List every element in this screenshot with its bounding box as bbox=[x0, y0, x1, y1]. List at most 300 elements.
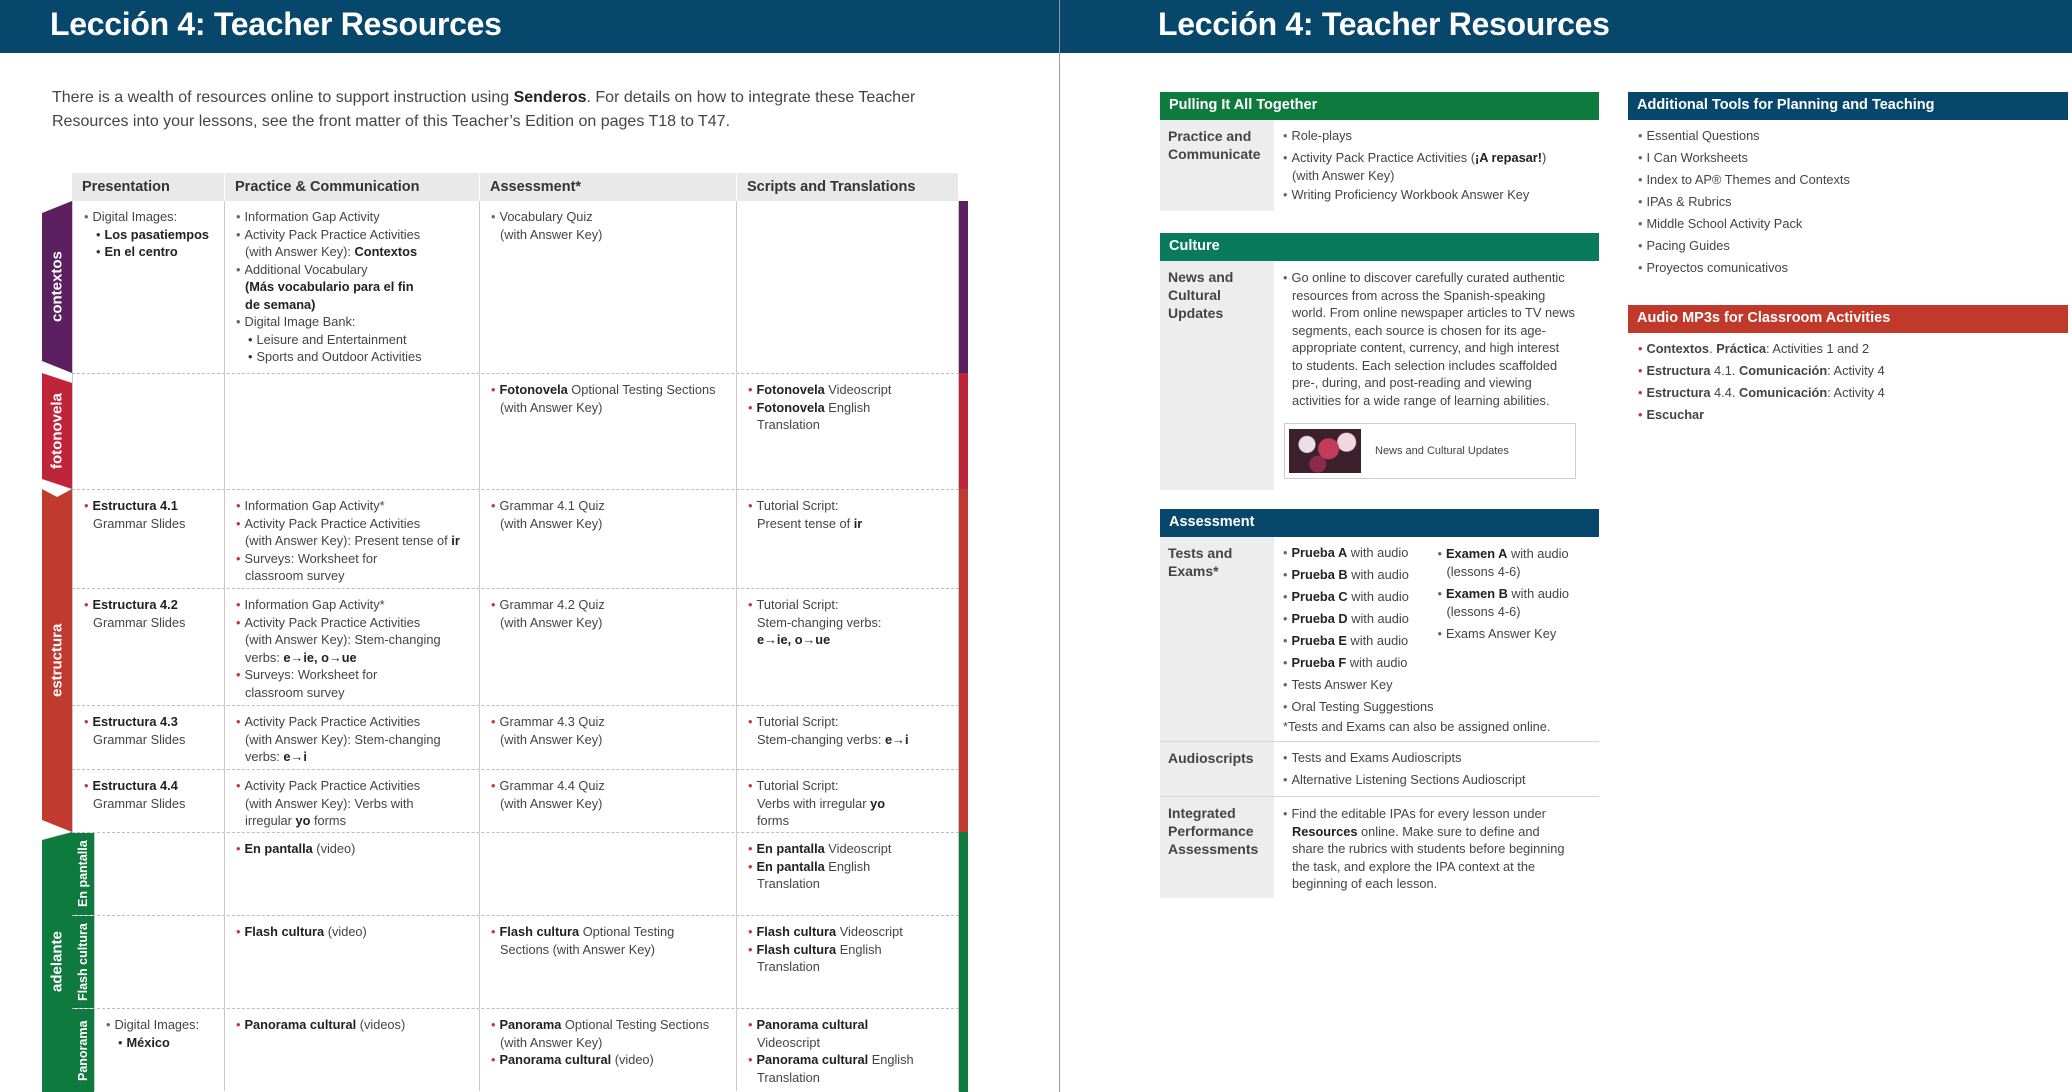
col-header-presentation: Presentation bbox=[72, 173, 225, 201]
fc-testing-key: Sections (with Answer Key) bbox=[500, 941, 656, 957]
e42-practice-4-text: verbs: bbox=[245, 649, 284, 665]
e43-script-2-bold: e→i bbox=[885, 731, 909, 747]
e41-practice-2: • Activity Pack Practice Activities bbox=[235, 515, 471, 533]
e41-script-2 bbox=[747, 515, 950, 533]
tools-item-4: • IPAs & Rubrics bbox=[1637, 191, 2059, 213]
audio-item-2-b2: Comunicación bbox=[1738, 363, 1828, 378]
tab-adelante[interactable] bbox=[42, 832, 72, 1092]
ep-english bbox=[747, 858, 950, 876]
fc-videoscript bbox=[747, 923, 950, 941]
pan-videos-text: (videos) bbox=[356, 1017, 406, 1032]
fc-videoscript-text: Videoscript bbox=[836, 924, 903, 939]
e41-script-2-text: Present tense of bbox=[757, 515, 854, 531]
tools-item-7: • Proyectos comunicativos bbox=[1637, 257, 2059, 279]
news-updates-thumbnail[interactable] bbox=[1284, 423, 1576, 479]
cell-pan-scripts bbox=[737, 1009, 959, 1091]
ipa-line-5: beginning of each lesson. bbox=[1292, 876, 1438, 891]
culture-line-4: segments, each source is chosen for its age- bbox=[1292, 322, 1546, 338]
contextos-practice-3: • Additional Vocabulary bbox=[235, 261, 471, 279]
tools-item-3: • Index to AP® Themes and Contexts bbox=[1637, 169, 2059, 191]
cell-fotonovela-scripts bbox=[737, 374, 959, 489]
e44-quiz: • Grammar 4.4 Quiz bbox=[490, 777, 728, 795]
ipa-label-2: Performance bbox=[1168, 823, 1254, 839]
e42-script-3-bold: e→ie, o→ue bbox=[757, 632, 831, 647]
cell-fc-scripts bbox=[737, 916, 959, 1008]
tab-contextos[interactable] bbox=[42, 201, 72, 373]
pulling-item-2-bold: ¡A repasar! bbox=[1474, 150, 1543, 165]
contextos-quiz: • Vocabulary Quiz bbox=[490, 208, 728, 226]
cell-pan-presentation bbox=[94, 1009, 225, 1091]
audio-mp3-heading: Audio MP3s for Classroom Activities bbox=[1628, 305, 2068, 333]
e43-title-bold: Estructura 4.3 bbox=[92, 714, 178, 729]
cell-ep-practice bbox=[225, 833, 480, 915]
cell-ep-presentation bbox=[94, 833, 225, 915]
pulling-row bbox=[1160, 120, 1599, 212]
tab-fotonovela[interactable] bbox=[42, 373, 72, 489]
audio-item-3-m: 4.4. bbox=[1710, 385, 1739, 400]
cell-fc-assessment bbox=[480, 916, 737, 1008]
row-en-pantalla bbox=[72, 832, 959, 915]
audio-item-2-b1: Estructura bbox=[1646, 363, 1711, 378]
prueba-e-bold: Prueba E bbox=[1291, 633, 1347, 648]
bar-contextos bbox=[959, 201, 968, 373]
examen-b-bold: Examen B bbox=[1445, 586, 1508, 601]
e43-title bbox=[83, 713, 216, 731]
subtab-flash-cultura-label: Flash cultura bbox=[76, 923, 90, 1001]
contextos-bank-1: • Leisure and Entertainment bbox=[235, 331, 471, 349]
pulling-label-2: Communicate bbox=[1168, 146, 1261, 162]
col-header-practice: Practice & Communication bbox=[225, 173, 480, 201]
tab-contextos-label: contextos bbox=[48, 251, 66, 323]
cell-fc-presentation bbox=[94, 916, 225, 1008]
fotonovela-english-bold: Fotonovela bbox=[756, 399, 825, 415]
prueba-c-bold: Prueba C bbox=[1291, 589, 1348, 604]
tools-box bbox=[1628, 92, 2068, 285]
prueba-a-text: with audio bbox=[1347, 545, 1409, 560]
fc-testing-text: Optional Testing bbox=[579, 924, 675, 939]
cell-ep-assessment bbox=[480, 833, 737, 915]
cell-pan-assessment bbox=[480, 1009, 737, 1091]
culture-content bbox=[1274, 261, 1599, 490]
e41-quiz-key: (with Answer Key) bbox=[500, 515, 603, 531]
prueba-c bbox=[1282, 586, 1437, 608]
examen-b-text: with audio bbox=[1507, 586, 1570, 601]
cell-contextos-assessment bbox=[480, 201, 737, 373]
e42-title-bold: Estructura 4.2 bbox=[92, 597, 178, 612]
right-page-title: Lección 4: Teacher Resources bbox=[1158, 6, 1610, 42]
fotonovela-testing-text: Optional Testing Sections bbox=[567, 382, 716, 397]
e42-practice-1: • Information Gap Activity* bbox=[235, 596, 471, 614]
tests-content bbox=[1274, 537, 1599, 741]
contextos-practice-4: • Digital Image Bank: bbox=[235, 313, 471, 331]
pan-translation: Translation bbox=[757, 1069, 820, 1085]
fotonovela-translation: Translation bbox=[757, 417, 820, 432]
fc-video-bold: Flash cultura bbox=[244, 924, 325, 939]
contextos-image-2 bbox=[83, 243, 216, 261]
e42-script-2: Stem-changing verbs: bbox=[757, 614, 882, 630]
ipa-content bbox=[1274, 797, 1599, 898]
row-estructura-4-2 bbox=[72, 588, 959, 705]
audio-item-4-b: Escuchar bbox=[1646, 407, 1705, 422]
oral-testing: • Oral Testing Suggestions bbox=[1282, 696, 1437, 718]
e44-practice-2: (with Answer Key): Verbs with bbox=[245, 795, 414, 811]
e44-practice-3-text: irregular bbox=[245, 813, 296, 828]
e43-practice-3-text: verbs: bbox=[245, 749, 284, 764]
fc-video-text: (video) bbox=[324, 924, 367, 939]
cell-fc-practice bbox=[225, 916, 480, 1008]
audio-item-1 bbox=[1637, 338, 2059, 360]
audioscripts-content bbox=[1274, 742, 1599, 796]
cell-e43-presentation bbox=[72, 706, 225, 769]
e42-practice-5: • Surveys: Worksheet for bbox=[235, 666, 471, 684]
pan-english-bold: Panorama cultural bbox=[756, 1052, 869, 1067]
prueba-b-text: with audio bbox=[1347, 567, 1409, 582]
right-page bbox=[1060, 0, 2072, 1092]
culture-line-3: world. From online newspaper articles to TV news bbox=[1292, 305, 1575, 320]
e43-practice-3 bbox=[235, 748, 471, 766]
e41-title-bold: Estructura 4.1 bbox=[92, 498, 178, 513]
cell-e42-practice bbox=[225, 589, 480, 705]
tools-item-6: • Pacing Guides bbox=[1637, 235, 2059, 257]
culture-label-1: News and bbox=[1168, 269, 1234, 285]
cell-e43-practice bbox=[225, 706, 480, 769]
bar-estructura bbox=[959, 489, 968, 832]
fotonovela-english bbox=[747, 399, 950, 417]
audioscript-2: • Alternative Listening Sections Audioscript bbox=[1282, 769, 1591, 791]
examen-b bbox=[1437, 585, 1592, 603]
contextos-practice-2b-bold: Contextos bbox=[354, 244, 418, 259]
ep-video bbox=[235, 840, 471, 858]
ipa-line-2-bold: Resources bbox=[1292, 823, 1358, 839]
bar-adelante bbox=[959, 832, 968, 1092]
e43-practice-2: (with Answer Key): Stem-changing bbox=[245, 731, 441, 747]
prueba-b bbox=[1282, 564, 1437, 586]
intro-brand: Senderos bbox=[513, 89, 587, 106]
pan-videoscript-2: Videoscript bbox=[757, 1034, 821, 1050]
e43-script-2-text: Stem-changing verbs: bbox=[757, 731, 886, 747]
e41-practice-5: classroom survey bbox=[245, 568, 345, 583]
audio-item-3-t: : Activity 4 bbox=[1827, 385, 1885, 400]
e44-title-bold: Estructura 4.4 bbox=[92, 778, 178, 793]
ipa-line-4: the task, and explore the IPA context at the bbox=[1292, 858, 1536, 874]
e42-title bbox=[83, 596, 216, 614]
cell-e44-scripts bbox=[737, 770, 959, 832]
exams-answer-key: • Exams Answer Key bbox=[1437, 623, 1592, 645]
tools-item-2: • I Can Worksheets bbox=[1637, 147, 2059, 169]
fc-english-bold: Flash cultura bbox=[756, 941, 837, 957]
tests-note: *Tests and Exams can also be assigned online. bbox=[1283, 719, 1551, 734]
pan-testing bbox=[490, 1016, 728, 1034]
cell-e41-assessment bbox=[480, 490, 737, 588]
audio-item-2-m: 4.1. bbox=[1710, 363, 1739, 378]
examen-b-lessons: (lessons 4-6) bbox=[1446, 603, 1521, 619]
fotonovela-testing-key: (with Answer Key) bbox=[500, 399, 603, 415]
assessment-heading: Assessment bbox=[1160, 509, 1599, 537]
tools-item-1: • Essential Questions bbox=[1637, 125, 2059, 147]
pan-video bbox=[490, 1051, 728, 1069]
pulling-item-1: • Role-plays bbox=[1282, 125, 1591, 147]
e44-practice-3-bold: yo bbox=[295, 813, 311, 828]
subtab-en-pantalla-label: En pantalla bbox=[76, 840, 90, 908]
pulling-item-2 bbox=[1282, 149, 1591, 167]
tab-fotonovela-label: fotonovela bbox=[48, 393, 66, 469]
culture-line-2: resources from across the Spanish-speaking bbox=[1292, 287, 1546, 303]
prueba-f-bold: Prueba F bbox=[1291, 655, 1347, 670]
culture-heading: Culture bbox=[1160, 233, 1599, 261]
contextos-image-1 bbox=[83, 226, 216, 244]
contextos-practice-3c-bold: de semana) bbox=[245, 296, 316, 312]
e42-practice-4-bold: e→ie, o→ue bbox=[283, 649, 357, 665]
e44-script-2 bbox=[747, 795, 950, 813]
culture-line-5: appropriate content, currency, and high interest bbox=[1292, 340, 1560, 355]
cell-e43-scripts bbox=[737, 706, 959, 769]
prueba-f bbox=[1282, 652, 1437, 674]
e41-practice-3-text: (with Answer Key): Present tense of bbox=[245, 533, 452, 548]
ep-video-bold: En pantalla bbox=[244, 841, 313, 856]
cell-ep-scripts bbox=[737, 833, 959, 915]
tests-label-2: Exams* bbox=[1168, 563, 1219, 579]
cell-contextos-practice bbox=[225, 201, 480, 373]
row-fotonovela bbox=[72, 373, 959, 489]
assessment-box bbox=[1160, 509, 1599, 899]
contextos-practice-3c bbox=[235, 296, 471, 314]
fc-translation: Translation bbox=[757, 959, 820, 974]
audio-item-3-b2: Comunicación bbox=[1738, 385, 1828, 400]
culture-label bbox=[1160, 261, 1274, 490]
e44-practice-3 bbox=[235, 812, 471, 830]
contextos-bank-2: • Sports and Outdoor Activities bbox=[235, 348, 471, 366]
contextos-practice-2b bbox=[235, 243, 471, 261]
prueba-d-bold: Prueba D bbox=[1291, 611, 1348, 626]
e41-script-1: • Tutorial Script: bbox=[747, 497, 950, 515]
ep-english-bold: En pantalla bbox=[756, 858, 825, 874]
e42-practice-6: classroom survey bbox=[245, 684, 345, 700]
cell-contextos-presentation bbox=[72, 201, 225, 373]
tab-adelante-label: adelante bbox=[48, 931, 66, 993]
intro-text-after: . For details on how to integrate these Teacher Resources into your lessons, see the front matter of this Teacher’s Edition on pages T18 to T47. bbox=[52, 89, 916, 130]
e41-quiz: • Grammar 4.1 Quiz bbox=[490, 497, 728, 515]
contextos-practice-3b-bold: (Más vocabulario para el fin bbox=[245, 279, 414, 294]
examen-a bbox=[1437, 545, 1592, 563]
cell-e44-practice bbox=[225, 770, 480, 832]
pan-video-text: (video) bbox=[611, 1052, 654, 1067]
e42-practice-2: • Activity Pack Practice Activities bbox=[235, 614, 471, 632]
e44-practice-3-tail: forms bbox=[310, 813, 346, 828]
audioscripts-label: Audioscripts bbox=[1160, 742, 1274, 796]
audio-mp3-box bbox=[1628, 305, 2068, 432]
ipa-label bbox=[1160, 797, 1274, 898]
e44-practice-1: • Activity Pack Practice Activities bbox=[235, 777, 471, 795]
e42-script-3 bbox=[747, 631, 950, 649]
prueba-d bbox=[1282, 608, 1437, 630]
pulling-item-2-key: (with Answer Key) bbox=[1292, 167, 1395, 183]
e41-practice-3 bbox=[235, 532, 471, 550]
examen-a-bold: Examen A bbox=[1445, 546, 1508, 561]
audio-item-1-b1: Contextos bbox=[1646, 341, 1710, 356]
col-header-assessment: Assessment* bbox=[480, 173, 737, 201]
tests-answer-key: • Tests Answer Key bbox=[1282, 674, 1437, 696]
cell-e41-scripts bbox=[737, 490, 959, 588]
cell-pan-practice bbox=[225, 1009, 480, 1091]
e43-quiz: • Grammar 4.3 Quiz bbox=[490, 713, 728, 731]
prueba-e bbox=[1282, 630, 1437, 652]
pulling-item-2-close: ) bbox=[1542, 150, 1547, 165]
e42-slides: Grammar Slides bbox=[93, 614, 186, 630]
right-header-banner bbox=[1060, 0, 2072, 53]
pulling-together-heading: Pulling It All Together bbox=[1160, 92, 1599, 120]
ep-translation: Translation bbox=[757, 876, 820, 891]
audio-item-2 bbox=[1637, 360, 2059, 382]
e44-slides: Grammar Slides bbox=[93, 795, 186, 811]
fc-testing bbox=[490, 923, 728, 941]
fotonovela-testing-bold: Fotonovela bbox=[499, 382, 568, 397]
tests-row bbox=[1160, 537, 1599, 742]
e43-quiz-key: (with Answer Key) bbox=[500, 731, 603, 747]
ipa-line-3: share the rubrics with students before beginning bbox=[1292, 841, 1565, 856]
ipa-label-3: Assessments bbox=[1168, 841, 1259, 857]
e44-script-3: forms bbox=[757, 813, 789, 828]
pruebas-column bbox=[1282, 542, 1437, 718]
cell-e44-assessment bbox=[480, 770, 737, 832]
pulling-item-2-text: Activity Pack Practice Activities ( bbox=[1291, 150, 1475, 165]
fotonovela-testing bbox=[490, 381, 728, 399]
culture-label-2: Cultural bbox=[1168, 287, 1221, 303]
tab-estructura[interactable] bbox=[42, 489, 72, 832]
news-updates-caption: News and Cultural Updates bbox=[1375, 445, 1509, 457]
e41-practice-4: • Surveys: Worksheet for bbox=[235, 550, 471, 568]
fotonovela-videoscript-bold: Fotonovela bbox=[756, 382, 825, 397]
cell-e44-presentation bbox=[72, 770, 225, 832]
pan-video-bold: Panorama cultural bbox=[499, 1052, 612, 1067]
flowers-image bbox=[1289, 429, 1361, 473]
e42-script-1: • Tutorial Script: bbox=[747, 596, 950, 614]
e44-script-1: • Tutorial Script: bbox=[747, 777, 950, 795]
cell-e42-presentation bbox=[72, 589, 225, 705]
contextos-practice-2: • Activity Pack Practice Activities bbox=[235, 226, 471, 244]
ipa-line-2 bbox=[1282, 823, 1591, 841]
pan-english-text: English bbox=[868, 1052, 914, 1067]
tools-item-5: • Middle School Activity Pack bbox=[1637, 213, 2059, 235]
tests-columns bbox=[1282, 542, 1591, 718]
pulling-label bbox=[1160, 120, 1274, 211]
ipa-row bbox=[1160, 797, 1599, 899]
row-flash-cultura bbox=[72, 915, 959, 1008]
pan-videos-bold: Panorama cultural bbox=[244, 1017, 357, 1032]
prueba-d-text: with audio bbox=[1347, 611, 1409, 626]
e44-script-2-text: Verbs with irregular bbox=[757, 795, 871, 811]
resources-table bbox=[72, 173, 959, 1091]
subtab-panorama-label: Panorama bbox=[76, 1020, 90, 1081]
pan-videos bbox=[235, 1016, 471, 1034]
fotonovela-videoscript bbox=[747, 381, 950, 399]
pan-videoscript-bold: Panorama cultural bbox=[756, 1017, 869, 1032]
ep-videoscript-text: Videoscript bbox=[824, 841, 892, 856]
pan-testing-bold: Panorama bbox=[499, 1017, 562, 1032]
audio-item-1-t: : Activities 1 and 2 bbox=[1766, 341, 1870, 356]
pan-digital-images: • Digital Images: bbox=[105, 1016, 216, 1034]
contextos-practice-3b bbox=[235, 278, 471, 296]
audio-mp3-list bbox=[1628, 333, 2068, 432]
e43-script-2 bbox=[747, 731, 950, 749]
pan-videoscript bbox=[747, 1016, 950, 1034]
contextos-image-2-text: En el centro bbox=[104, 244, 178, 259]
tab-estructura-label: estructura bbox=[48, 623, 66, 698]
e44-title bbox=[83, 777, 216, 795]
e41-slides: Grammar Slides bbox=[93, 515, 186, 531]
cell-fotonovela-presentation bbox=[72, 374, 225, 489]
e44-script-2-bold: yo bbox=[870, 795, 886, 811]
pan-english bbox=[747, 1051, 950, 1069]
ep-videoscript-bold: En pantalla bbox=[756, 841, 825, 856]
audio-item-3-b1: Estructura bbox=[1646, 385, 1711, 400]
prueba-a bbox=[1282, 542, 1437, 564]
contextos-practice-2b-text: (with Answer Key): bbox=[245, 244, 355, 259]
audio-item-2-t: : Activity 4 bbox=[1827, 363, 1885, 378]
e42-quiz: • Grammar 4.2 Quiz bbox=[490, 596, 728, 614]
examen-a-text: with audio bbox=[1507, 546, 1569, 561]
e43-slides: Grammar Slides bbox=[93, 731, 186, 747]
e41-practice-1: • Information Gap Activity* bbox=[235, 497, 471, 515]
audio-item-1-m: . bbox=[1709, 341, 1717, 356]
cell-e42-scripts bbox=[737, 589, 959, 705]
audioscripts-row bbox=[1160, 742, 1599, 797]
col-header-scripts: Scripts and Translations bbox=[737, 173, 959, 201]
ep-english-text: English bbox=[824, 858, 871, 874]
e43-practice-1: • Activity Pack Practice Activities bbox=[235, 713, 471, 731]
culture-box bbox=[1160, 233, 1599, 491]
ep-video-text: (video) bbox=[312, 841, 356, 856]
audio-item-4 bbox=[1637, 404, 2059, 426]
row-panorama bbox=[72, 1008, 959, 1091]
prueba-a-bold: Prueba A bbox=[1291, 545, 1348, 560]
pan-mexico bbox=[105, 1034, 216, 1052]
e41-script-2-bold: ir bbox=[853, 515, 863, 531]
contextos-quiz-key: (with Answer Key) bbox=[500, 226, 603, 242]
tests-label-1: Tests and bbox=[1168, 545, 1233, 561]
contextos-practice-1: • Information Gap Activity bbox=[235, 208, 471, 226]
tests-label bbox=[1160, 537, 1274, 741]
examenes-column bbox=[1437, 542, 1592, 718]
cell-fotonovela-assessment bbox=[480, 374, 737, 489]
prueba-c-text: with audio bbox=[1347, 589, 1409, 604]
fotonovela-english-text: English bbox=[824, 399, 871, 415]
e42-quiz-key: (with Answer Key) bbox=[500, 614, 603, 630]
left-header-banner bbox=[0, 0, 1059, 53]
culture-label-3: Updates bbox=[1168, 305, 1224, 321]
cell-contextos-scripts bbox=[737, 201, 959, 373]
prueba-f-text: with audio bbox=[1346, 655, 1408, 670]
row-estructura-4-3 bbox=[72, 705, 959, 769]
cell-e42-assessment bbox=[480, 589, 737, 705]
intro-paragraph bbox=[52, 86, 952, 134]
culture-row bbox=[1160, 261, 1599, 491]
pulling-item-3: • Writing Proficiency Workbook Answer Key bbox=[1282, 184, 1591, 206]
bar-fotonovela bbox=[959, 373, 968, 489]
pan-testing-text: Optional Testing Sections bbox=[561, 1017, 710, 1032]
tools-heading: Additional Tools for Planning and Teaching bbox=[1628, 92, 2068, 120]
contextos-image-1-text: Los pasatiempos bbox=[104, 226, 210, 242]
e41-practice-3-bold: ir bbox=[451, 533, 460, 548]
fc-english-text: English bbox=[836, 941, 882, 957]
tools-list bbox=[1628, 120, 2068, 285]
fotonovela-videoscript-text: Videoscript bbox=[824, 382, 892, 397]
fc-testing-bold: Flash cultura bbox=[499, 924, 580, 939]
row-estructura-4-4 bbox=[72, 769, 959, 832]
cell-e41-presentation bbox=[72, 490, 225, 588]
contextos-digital-images: • Digital Images: bbox=[83, 208, 216, 226]
ep-videoscript bbox=[747, 840, 950, 858]
e42-practice-4 bbox=[235, 649, 471, 667]
